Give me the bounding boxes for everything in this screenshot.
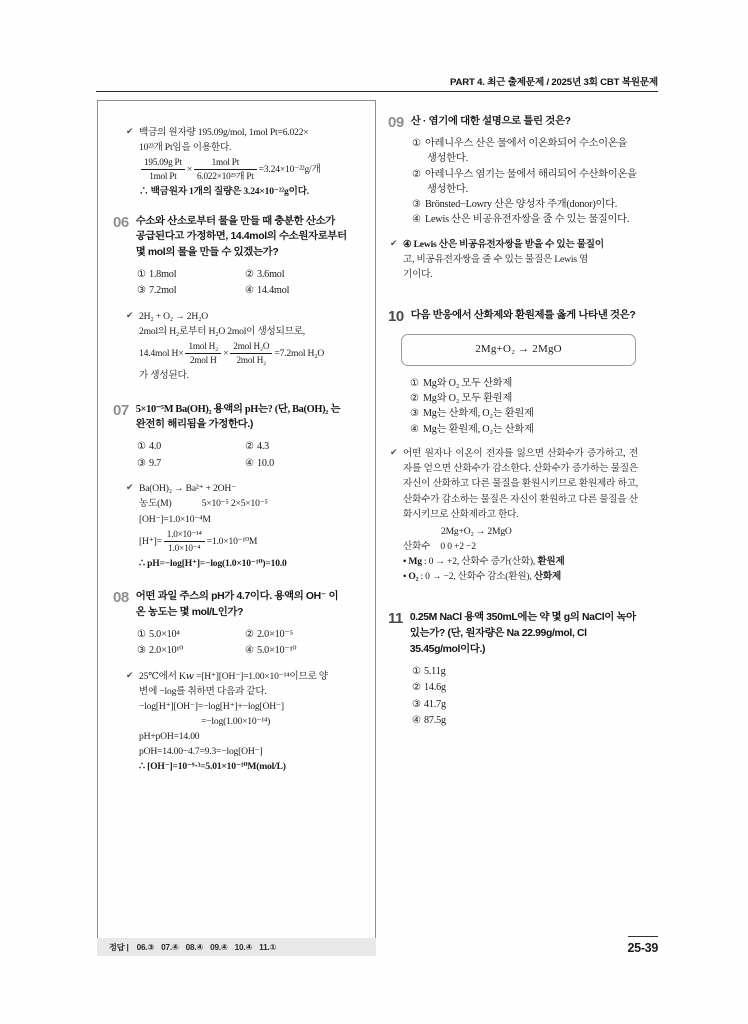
answer-key-item: 06.③ bbox=[136, 943, 155, 952]
expl-line: pH+pOH=14.00 bbox=[139, 731, 200, 743]
check-icon: ✔ bbox=[126, 669, 134, 680]
answer-key-item: 11.① bbox=[259, 943, 277, 952]
choice-option[interactable]: ④ Lewis 산은 비공유전자쌍을 줄 수 있는 물질이다. bbox=[412, 214, 630, 226]
expl-line: 25℃에서 K𝑤 =[H⁺][OH⁻]=1.00×10⁻¹⁴이므로 양 bbox=[139, 670, 328, 682]
expl-bullet: • O₂ : 0 → −2, 산화수 감소(환원), 산화제 bbox=[403, 571, 562, 583]
choice-option[interactable]: ① 4.0 bbox=[137, 441, 162, 453]
choice-option[interactable]: ④ 87.5g bbox=[412, 715, 446, 727]
expl-line: 고, 비공유전자쌍을 줄 수 있는 물질은 Lewis 염 bbox=[403, 253, 589, 265]
header-rule bbox=[96, 91, 658, 92]
expl-equation: Ba(OH)₂ → Ba²⁺ + 2OH⁻ bbox=[139, 483, 236, 495]
expl-bullet: • Mg : 0 → +2, 산화수 증가(산화), 환원제 bbox=[403, 556, 565, 568]
choice-option[interactable]: ④ 10.0 bbox=[245, 457, 274, 469]
question-11 bbox=[388, 610, 638, 730]
check-icon: ✔ bbox=[126, 126, 134, 136]
expl-line: 변에 −log를 취하면 다음과 같다. bbox=[139, 685, 267, 697]
question-09 bbox=[388, 114, 638, 282]
fraction: $\frac{\text{1mol Pt}}{\text{6.022×10²³개 Pt}}$ bbox=[194, 157, 257, 182]
fraction: $\frac{\text{2mol H₂O}}{\text{2mol H₂}}$ bbox=[230, 341, 272, 366]
expl-line: 가 생성된다. bbox=[139, 370, 189, 382]
expl-line: 2mol의 H₂로부터 H₂O 2mol이 생성되므로, bbox=[139, 326, 305, 338]
choice-list bbox=[410, 376, 638, 437]
question-number: 09 bbox=[388, 114, 404, 131]
expl-line: 어떤 원자나 이온이 전자를 잃으면 산화수가 증가하고, 전자를 얻으면 산화수가 감소한다. 산화수가 증가하는 물질은 자신이 산화하고 다른 물질을 환원시키므로 환원제라 하고, 산화수가 감소하는 물질은 자신이 환원하고 다른 물질을 산화시키므로 산화제라고 한다. bbox=[403, 448, 638, 520]
formula-result: =1.0×10⁻¹⁰M bbox=[206, 535, 258, 547]
explanation-q10 bbox=[390, 446, 638, 584]
operator: × bbox=[223, 348, 229, 360]
explanation-q09 bbox=[390, 237, 638, 282]
formula-result: =7.2mol H₂O bbox=[274, 348, 325, 360]
expl-formula bbox=[139, 157, 347, 182]
answer-key-item: 09.④ bbox=[210, 943, 228, 952]
choice-option[interactable]: ③ Brönsted−Lowry 산은 양성자 주개(donor)이다. bbox=[412, 199, 618, 211]
question-number: 06 bbox=[113, 213, 129, 231]
expl-ox-row: 산화수 0 0 +2 −2 bbox=[403, 540, 476, 552]
choice-option[interactable]: ① Mg와 O₂ 모두 산화제 bbox=[410, 377, 513, 389]
question-06 bbox=[113, 214, 347, 384]
choice-option[interactable]: ④ Mg는 환원제, O₂는 산화제 bbox=[410, 423, 534, 435]
question-text: 어떤 과일 주스의 pH가 4.7이다. 용액의 OH⁻ 이온 농도는 몇 mol/L인가? bbox=[135, 590, 339, 618]
formula-prefix: [H⁺]= bbox=[139, 535, 162, 547]
expl-line: pOH=14.00−4.7=9.3=−log[OH⁻] bbox=[139, 746, 263, 758]
choice-option[interactable]: ④ 5.0×10⁻¹⁰ bbox=[245, 645, 297, 657]
choice-list bbox=[412, 664, 638, 730]
page-number: 25-39 bbox=[628, 936, 658, 955]
choice-option[interactable]: ② 14.6g bbox=[412, 682, 446, 694]
expl-line: ④ Lewis 산은 비공유전자쌍을 받을 수 있는 물질이 bbox=[403, 238, 604, 250]
question-number: 07 bbox=[113, 401, 129, 419]
check-icon: ✔ bbox=[390, 237, 398, 248]
question-text: 0.25M NaCl 용액 350mL에는 약 몇 g의 NaCl이 녹아 있는가? (단, 원자량은 Na 22.99g/mol, Cl 35.45g/mol이다.) bbox=[409, 612, 636, 656]
question-08 bbox=[113, 589, 347, 775]
fraction: $\frac{\text{1mol H₂}}{\text{2mol H}}$ bbox=[185, 341, 221, 366]
choice-option[interactable]: ③ 2.0×10¹⁰ bbox=[137, 645, 184, 657]
question-number: 10 bbox=[388, 308, 404, 326]
expl-conclusion: ∴ 백금원자 1개의 질량은 3.24×10⁻²²g이다. bbox=[139, 186, 309, 198]
choice-list bbox=[137, 627, 347, 660]
expl-conclusion: ∴ [OH⁻]=10⁻⁹·³=5.01×10⁻¹⁰M(mol/L) bbox=[139, 761, 286, 773]
fraction: $\frac{\text{1.0×10⁻¹⁴}}{\text{1.0×10⁻⁴}}$ bbox=[164, 529, 205, 554]
choice-option[interactable]: ③ 9.7 bbox=[137, 457, 162, 469]
expl-line: 기이다. bbox=[403, 269, 433, 281]
right-column bbox=[388, 104, 652, 743]
operator: × bbox=[186, 164, 193, 176]
expl-line: =−log(1.00×10⁻¹⁴) bbox=[201, 716, 271, 727]
choice-option[interactable]: ② Mg와 O₂ 모두 환원제 bbox=[410, 393, 513, 405]
check-icon: ✔ bbox=[126, 310, 134, 320]
expl-formula bbox=[139, 341, 347, 366]
formula-result: =3.24×10⁻²²g/개 bbox=[258, 164, 321, 176]
expl-equation: 2Mg+O₂ → 2MgO bbox=[441, 525, 512, 537]
choice-option[interactable]: ① 아레니우스 산은 물에서 이온화되어 수소이온을 생성한다. bbox=[412, 138, 628, 165]
left-column bbox=[97, 104, 361, 788]
expl-line: 백금의 원자량 195.09g/mol, 1mol Pt=6.022× bbox=[139, 127, 309, 138]
question-number: 11 bbox=[388, 610, 403, 628]
choice-option[interactable]: ③ Mg는 산화제, O₂는 환원제 bbox=[410, 408, 534, 420]
choice-option[interactable]: ③ 7.2mol bbox=[137, 285, 177, 297]
running-head: PART 4. 최근 출제문제 / 2025년 3회 CBT 복원문제 bbox=[450, 77, 658, 88]
answer-key-item: 08.④ bbox=[185, 943, 204, 952]
question-text: 다음 반응에서 산화제와 환원제를 옳게 나타낸 것은? bbox=[410, 310, 636, 322]
expl-equation: 2H₂ + O₂ → 2H₂O bbox=[139, 311, 208, 322]
choice-option[interactable]: ② 아레니우스 염기는 물에서 해리되어 수산화이온을 생성한다. bbox=[412, 168, 637, 195]
choice-option[interactable]: ② 4.3 bbox=[245, 441, 270, 453]
expl-line: −log[H⁺][OH⁻]=−log[H⁺]+−log[OH⁻] bbox=[139, 700, 284, 712]
check-icon: ✔ bbox=[126, 482, 134, 493]
choice-option[interactable]: ② 2.0×10⁻⁵ bbox=[245, 628, 293, 640]
choice-option[interactable]: ① 5.11g bbox=[412, 665, 446, 677]
question-10 bbox=[388, 308, 638, 584]
question-07 bbox=[113, 402, 347, 571]
equation-box: 2Mg+O₂ → 2MgO bbox=[401, 334, 636, 366]
choice-list bbox=[137, 439, 347, 472]
answer-key-label: 정답 | bbox=[109, 942, 129, 952]
answer-key-bar bbox=[97, 938, 376, 956]
expl-conc-row: 농도(M) 5×10⁻⁵ 2×5×10⁻⁵ bbox=[139, 498, 268, 510]
explanation-q08 bbox=[126, 669, 347, 775]
answer-key-item: 07.④ bbox=[161, 943, 179, 952]
explanation-q07 bbox=[126, 481, 347, 571]
expl-formula bbox=[139, 529, 347, 554]
explanation-q05 bbox=[126, 125, 347, 200]
choice-option[interactable]: ① 5.0×10⁴ bbox=[137, 628, 180, 640]
expl-conclusion: ∴ pH=−log[H⁺]=−log(1.0×10⁻¹⁰)=10.0 bbox=[139, 557, 287, 569]
choice-option[interactable]: ① 1.8mol bbox=[137, 268, 177, 280]
question-text: 산 · 염기에 대한 설명으로 틀린 것은? bbox=[410, 116, 571, 127]
choice-option[interactable]: ④ 14.4mol bbox=[245, 285, 290, 297]
explanation-q06 bbox=[126, 309, 347, 384]
answer-key-item: 10.④ bbox=[234, 943, 253, 952]
choice-list bbox=[137, 267, 347, 300]
fraction: $\frac{\text{195.09g Pt}}{\text{1mol Pt}}$ bbox=[141, 157, 185, 182]
question-number: 08 bbox=[113, 588, 129, 606]
expl-line: 10²³개 Pt임을 이용한다. bbox=[139, 142, 232, 154]
question-text: 수소와 산소로부터 물을 만들 때 충분한 산소가 공급된다고 가정하면, 14.4mol의 수소원자로부터 몇 mol의 물을 만들 수 있겠는가? bbox=[135, 215, 347, 259]
formula-prefix: 14.4mol H× bbox=[139, 348, 184, 360]
choice-option[interactable]: ② 3.6mol bbox=[245, 268, 285, 280]
choice-list bbox=[412, 136, 638, 228]
choice-option[interactable]: ③ 41.7g bbox=[412, 698, 446, 710]
check-icon: ✔ bbox=[390, 447, 398, 458]
question-text: 5×10⁻⁵M Ba(OH)₂ 용액의 pH는? (단, Ba(OH)₂ 는 완전히 해리됨을 가정한다.) bbox=[135, 403, 341, 431]
expl-line: [OH⁻]=1.0×10⁻⁴M bbox=[139, 513, 211, 525]
